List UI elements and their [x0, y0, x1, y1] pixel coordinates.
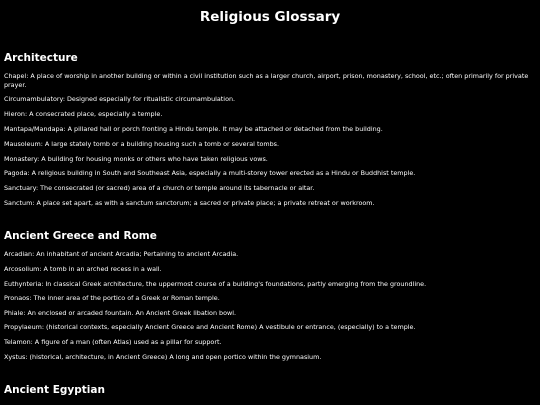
section-heading-ancient-egyptian: Ancient Egyptian	[4, 384, 105, 396]
glossary-entry-sanctuary: Sanctuary: The consecrated (or sacred) area of a church or temple around its tabernacle or altar.	[4, 184, 315, 192]
section-heading-architecture: Architecture	[4, 52, 78, 64]
glossary-entry-chapel: Chapel: A place of worship in another building or within a civil institution such as a larger church, airport, prison, monastery, school, etc.; often primarily for private prayer.	[4, 72, 529, 89]
glossary-entry-arcosolium: Arcosolium: A tomb in an arched recess in a wall.	[4, 265, 162, 273]
glossary-entry-euthynteria: Euthynteria: In classical Greek architecture, the uppermost course of a building's foundations, partly emerging from the groundline.	[4, 280, 427, 288]
glossary-entry-phiale: Phiale: An enclosed or arcaded fountain. An Ancient Greek libation bowl.	[4, 309, 237, 317]
glossary-entry-monastery: Monastery: A building for housing monks or others who have taken religious vows.	[4, 155, 268, 163]
glossary-entry-telamon: Telamon: A figure of a man (often Atlas) used as a pillar for support.	[4, 338, 222, 346]
glossary-entry-pagoda: Pagoda: A religious building in South and Southeast Asia, especially a multi-storey tower erected as a Hindu or Buddhist temple.	[4, 169, 416, 177]
glossary-entry-xystus: Xystus: (historical, architecture, in Ancient Greece) A long and open portico within the gymnasium.	[4, 353, 322, 361]
section-heading-ancient-greece-and-rome: Ancient Greece and Rome	[4, 230, 157, 242]
glossary-entry-mantapa: Mantapa/Mandapa: A pillared hall or porch fronting a Hindu temple. It may be attached or detached from the building.	[4, 125, 383, 133]
glossary-entry-sanctum: Sanctum: A place set apart, as with a sanctum sanctorum; a sacred or private place; a private retreat or workroom.	[4, 199, 375, 207]
page-title: Religious Glossary	[199, 9, 341, 25]
glossary-entry-propylaeum: Propylaeum: (historical contexts, especially Ancient Greece and Ancient Rome) A vestibule or entrance, (especially) to a temple.	[4, 323, 416, 331]
glossary-entry-circumambulatory: Circumambulatory: Designed especially for ritualistic circumambulation.	[4, 95, 236, 103]
glossary-entry-hieron: Hieron: A consecrated place, especially a temple.	[4, 110, 163, 118]
glossary-entry-mausoleum: Mausoleum: A large stately tomb or a building housing such a tomb or several tombs.	[4, 140, 280, 148]
glossary-entry-arcadian: Arcadian: An inhabitant of ancient Arcadia; Pertaining to ancient Arcadia.	[4, 250, 239, 258]
glossary-entry-pronaos: Pronaos: The inner area of the portico of a Greek or Roman temple.	[4, 294, 220, 302]
